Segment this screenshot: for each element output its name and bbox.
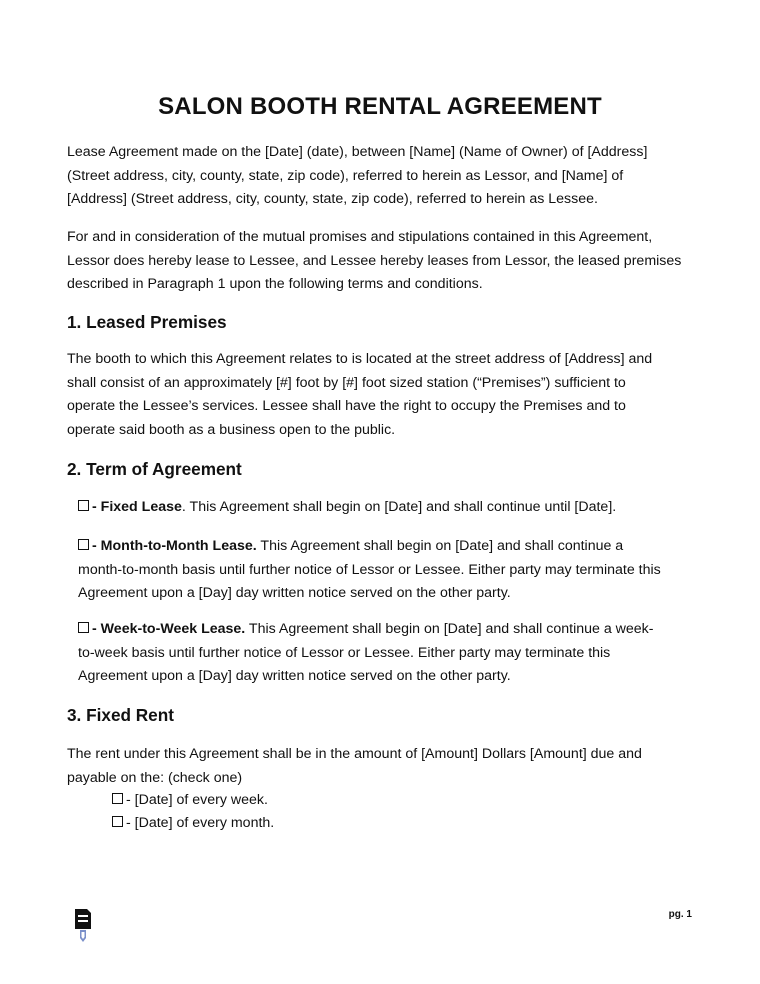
intro-line: [Address] (Street address, city, county, state, zip code), referred to herein as Lessee.: [67, 191, 598, 207]
intro-paragraph: [67, 141, 707, 212]
fixed-lease-checkbox[interactable]: [78, 500, 89, 511]
section-heading-fixed-rent: 3. Fixed Rent: [67, 705, 174, 725]
weekly-rent-checkbox[interactable]: [112, 793, 123, 804]
checkbox-dash: -: [92, 499, 101, 515]
term-option-month: [78, 535, 708, 606]
month-to-month-text: This Agreement shall begin on [Date] and shall continue a: [256, 538, 624, 554]
month-to-month-label: Month-to-Month Lease.: [100, 538, 257, 554]
checkbox-dash: -: [92, 621, 101, 637]
fixed-lease-text: . This Agreement shall begin on [Date] and shall continue until [Date].: [181, 499, 617, 515]
week-to-week-checkbox[interactable]: [78, 622, 89, 633]
leased-premises-line: operate said booth as a business open to the public.: [67, 421, 396, 438]
consideration-line: described in Paragraph 1 upon the following terms and conditions.: [67, 276, 483, 292]
month-to-month-line: Agreement upon a [Day] day written notice served on the other party.: [78, 585, 511, 601]
leased-premises-line: operate the Lessee’s services. Lessee shall have the right to occupy the Premises and to: [67, 398, 626, 414]
week-to-week-line: to-week basis until further notice of Lessor or Lessee. Either party may terminate this: [78, 644, 611, 661]
leased-premises-line: The booth to which this Agreement relates to is located at the street address of [Address] and: [67, 351, 653, 367]
week-to-week-label: Week-to-Week Lease.: [100, 621, 246, 637]
rent-choice-weekly: [112, 789, 268, 813]
consideration-line: For and in consideration of the mutual promises and stipulations contained in this Agreement,: [67, 229, 653, 245]
monthly-rent-checkbox[interactable]: [112, 816, 123, 827]
section-heading-term: 2. Term of Agreement: [67, 459, 242, 479]
leased-premises-paragraph: [67, 348, 707, 442]
fixed-rent-line: payable on the: (check one): [67, 769, 243, 786]
consideration-paragraph: [67, 226, 707, 297]
monthly-rent-text: - [Date] of every month.: [126, 815, 275, 831]
fixed-rent-line: The rent under this Agreement shall be in the amount of [Amount] Dollars [Amount] due and: [67, 746, 642, 762]
term-option-week: [78, 618, 708, 689]
term-option-fixed: [78, 496, 708, 520]
month-to-month-line: month-to-month basis until further notice of Lessor or Lessee. Either party may terminate this: [78, 561, 661, 578]
page-number: pg. 1: [668, 909, 692, 920]
weekly-rent-text: - [Date] of every week.: [126, 792, 268, 808]
week-to-week-line: Agreement upon a [Day] day written notice served on the other party.: [78, 668, 511, 684]
fixed-rent-paragraph: [67, 743, 707, 790]
checkbox-dash: -: [92, 538, 101, 554]
fixed-lease-label: Fixed Lease: [100, 499, 182, 515]
leased-premises-line: shall consist of an approximately [#] foot by [#] foot sized station (“Premises”) sufficient to: [67, 374, 626, 391]
month-to-month-checkbox[interactable]: [78, 539, 89, 550]
intro-line: Lease Agreement made on the [Date] (date), between [Name] (Name of Owner) of [Address]: [67, 144, 648, 160]
document-pen-icon: [72, 908, 100, 944]
section-heading-leased-premises: 1. Leased Premises: [67, 312, 227, 332]
document-title: SALON BOOTH RENTAL AGREEMENT: [158, 93, 602, 120]
consideration-line: Lessor does hereby lease to Lessee, and Lessee hereby leases from Lessor, the leased premises: [67, 252, 682, 269]
week-to-week-text: This Agreement shall begin on [Date] and shall continue a week-: [245, 621, 654, 637]
rent-choice-monthly: [112, 812, 274, 836]
intro-line: (Street address, city, county, state, zip code), referred to herein as Lessor, and [Name] of: [67, 167, 624, 184]
